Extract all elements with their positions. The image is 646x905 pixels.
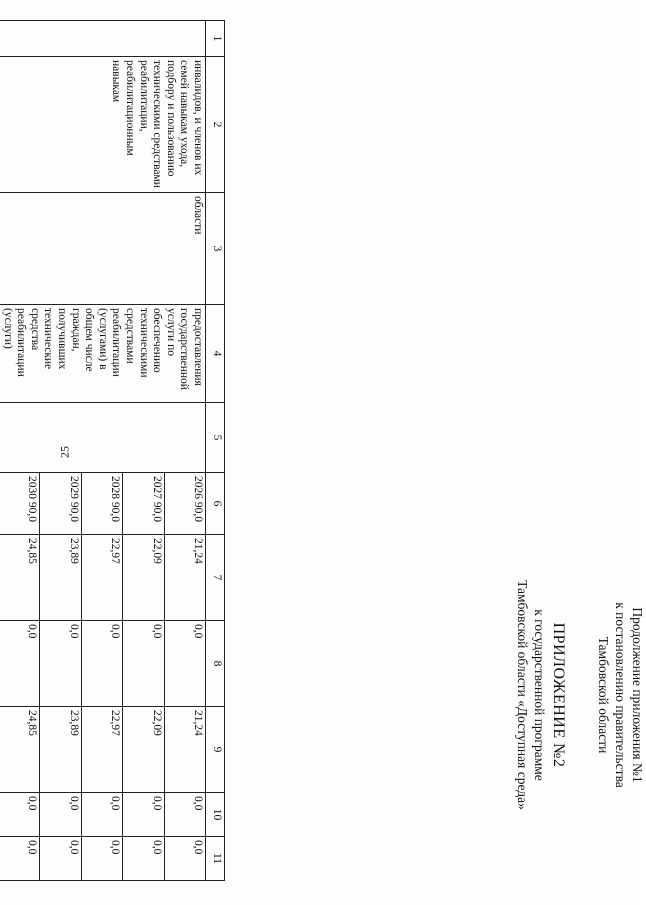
indicator-value: 90,0: [192, 501, 204, 522]
col-header: 11: [206, 837, 225, 881]
cell-c9: 21,24: [164, 707, 205, 793]
cell-c11: 0,0: [123, 837, 164, 881]
cell-c8: 0,0: [123, 621, 164, 707]
cell-c10: 0,0: [81, 793, 122, 837]
year-value: 2027: [150, 476, 163, 499]
cell-c7: 24,85: [0, 535, 40, 621]
year-cell: [164, 473, 205, 535]
year-cell: [40, 473, 81, 535]
continuation-line-1: Продолжение приложения №1: [630, 607, 645, 783]
cell-c11: 0,0: [0, 837, 40, 881]
cell-c9: 22,09: [123, 707, 164, 793]
header-block: [514, 505, 646, 885]
cell-c8: 0,0: [0, 621, 40, 707]
indicator-value: 90,0: [26, 501, 39, 522]
cell-c4: предоставления государственной услуги по обеспечению техническими средствами реабилитации (услугами) в общем числе граждан, получивших технические средства реабилитации (услуги): [0, 305, 206, 403]
cell-c10: 0,0: [0, 793, 40, 837]
cell-c11: 0,0: [81, 837, 122, 881]
cell-c3: области: [0, 193, 206, 305]
col-header: 4: [206, 305, 225, 403]
cell-c8: 0,0: [164, 621, 205, 707]
cell-c10: 0,0: [40, 793, 81, 837]
col-header: 2: [206, 57, 225, 193]
year-value: 2029: [67, 476, 80, 499]
program-table: [0, 20, 225, 881]
cell-c7: 22,09: [123, 535, 164, 621]
cell-c7: 22,97: [81, 535, 122, 621]
year-cell: [0, 473, 40, 535]
year-cell: [123, 473, 164, 535]
year-cell: [81, 473, 122, 535]
page-number: 25: [57, 446, 72, 458]
header-row: [206, 21, 225, 881]
cell-c8: 0,0: [40, 621, 81, 707]
cell-c9: 22,97: [81, 707, 122, 793]
table-row: [164, 21, 205, 881]
col-header: 1: [206, 21, 225, 57]
cell-c10: 0,0: [164, 793, 205, 837]
appendix-title: ПРИЛОЖЕНИЕ №2: [550, 622, 567, 768]
appendix-line-1: к государственной программе: [532, 609, 547, 781]
appendix-line-2: Тамбовской области «Доступная среда»: [515, 580, 530, 810]
cell-c11: 0,0: [40, 837, 81, 881]
col-header: 6: [206, 473, 225, 535]
indicator-value: 90,0: [109, 501, 122, 522]
cell-c5: [0, 403, 206, 473]
col-header: 8: [206, 621, 225, 707]
cell-c8: 0,0: [81, 621, 122, 707]
cell-c9: 23,89: [40, 707, 81, 793]
year-value: 2026: [192, 476, 204, 499]
continuation-line-2: к постановлению правительства: [613, 602, 628, 788]
cell-c9: 24,85: [0, 707, 40, 793]
col-header: 3: [206, 193, 225, 305]
col-header: 7: [206, 535, 225, 621]
indicator-value: 90,0: [67, 501, 80, 522]
year-value: 2030: [26, 476, 39, 499]
cell-c11: 0,0: [164, 837, 205, 881]
col-header: 10: [206, 793, 225, 837]
cell-c7: 21,24: [164, 535, 205, 621]
cell-c7: 23,89: [40, 535, 81, 621]
continuation-line-3: Тамбовской области: [596, 636, 611, 754]
cell-c2: инвалидов, и членов их семей навыкам ухода, подбору и пользованию техническими средствами реабилитации, реабилитационным навыкам: [0, 57, 206, 193]
indicator-value: 90,0: [150, 501, 163, 522]
cell-c1: [0, 21, 206, 57]
year-value: 2028: [109, 476, 122, 499]
col-header: 5: [206, 403, 225, 473]
col-header: 9: [206, 707, 225, 793]
cell-c10: 0,0: [123, 793, 164, 837]
